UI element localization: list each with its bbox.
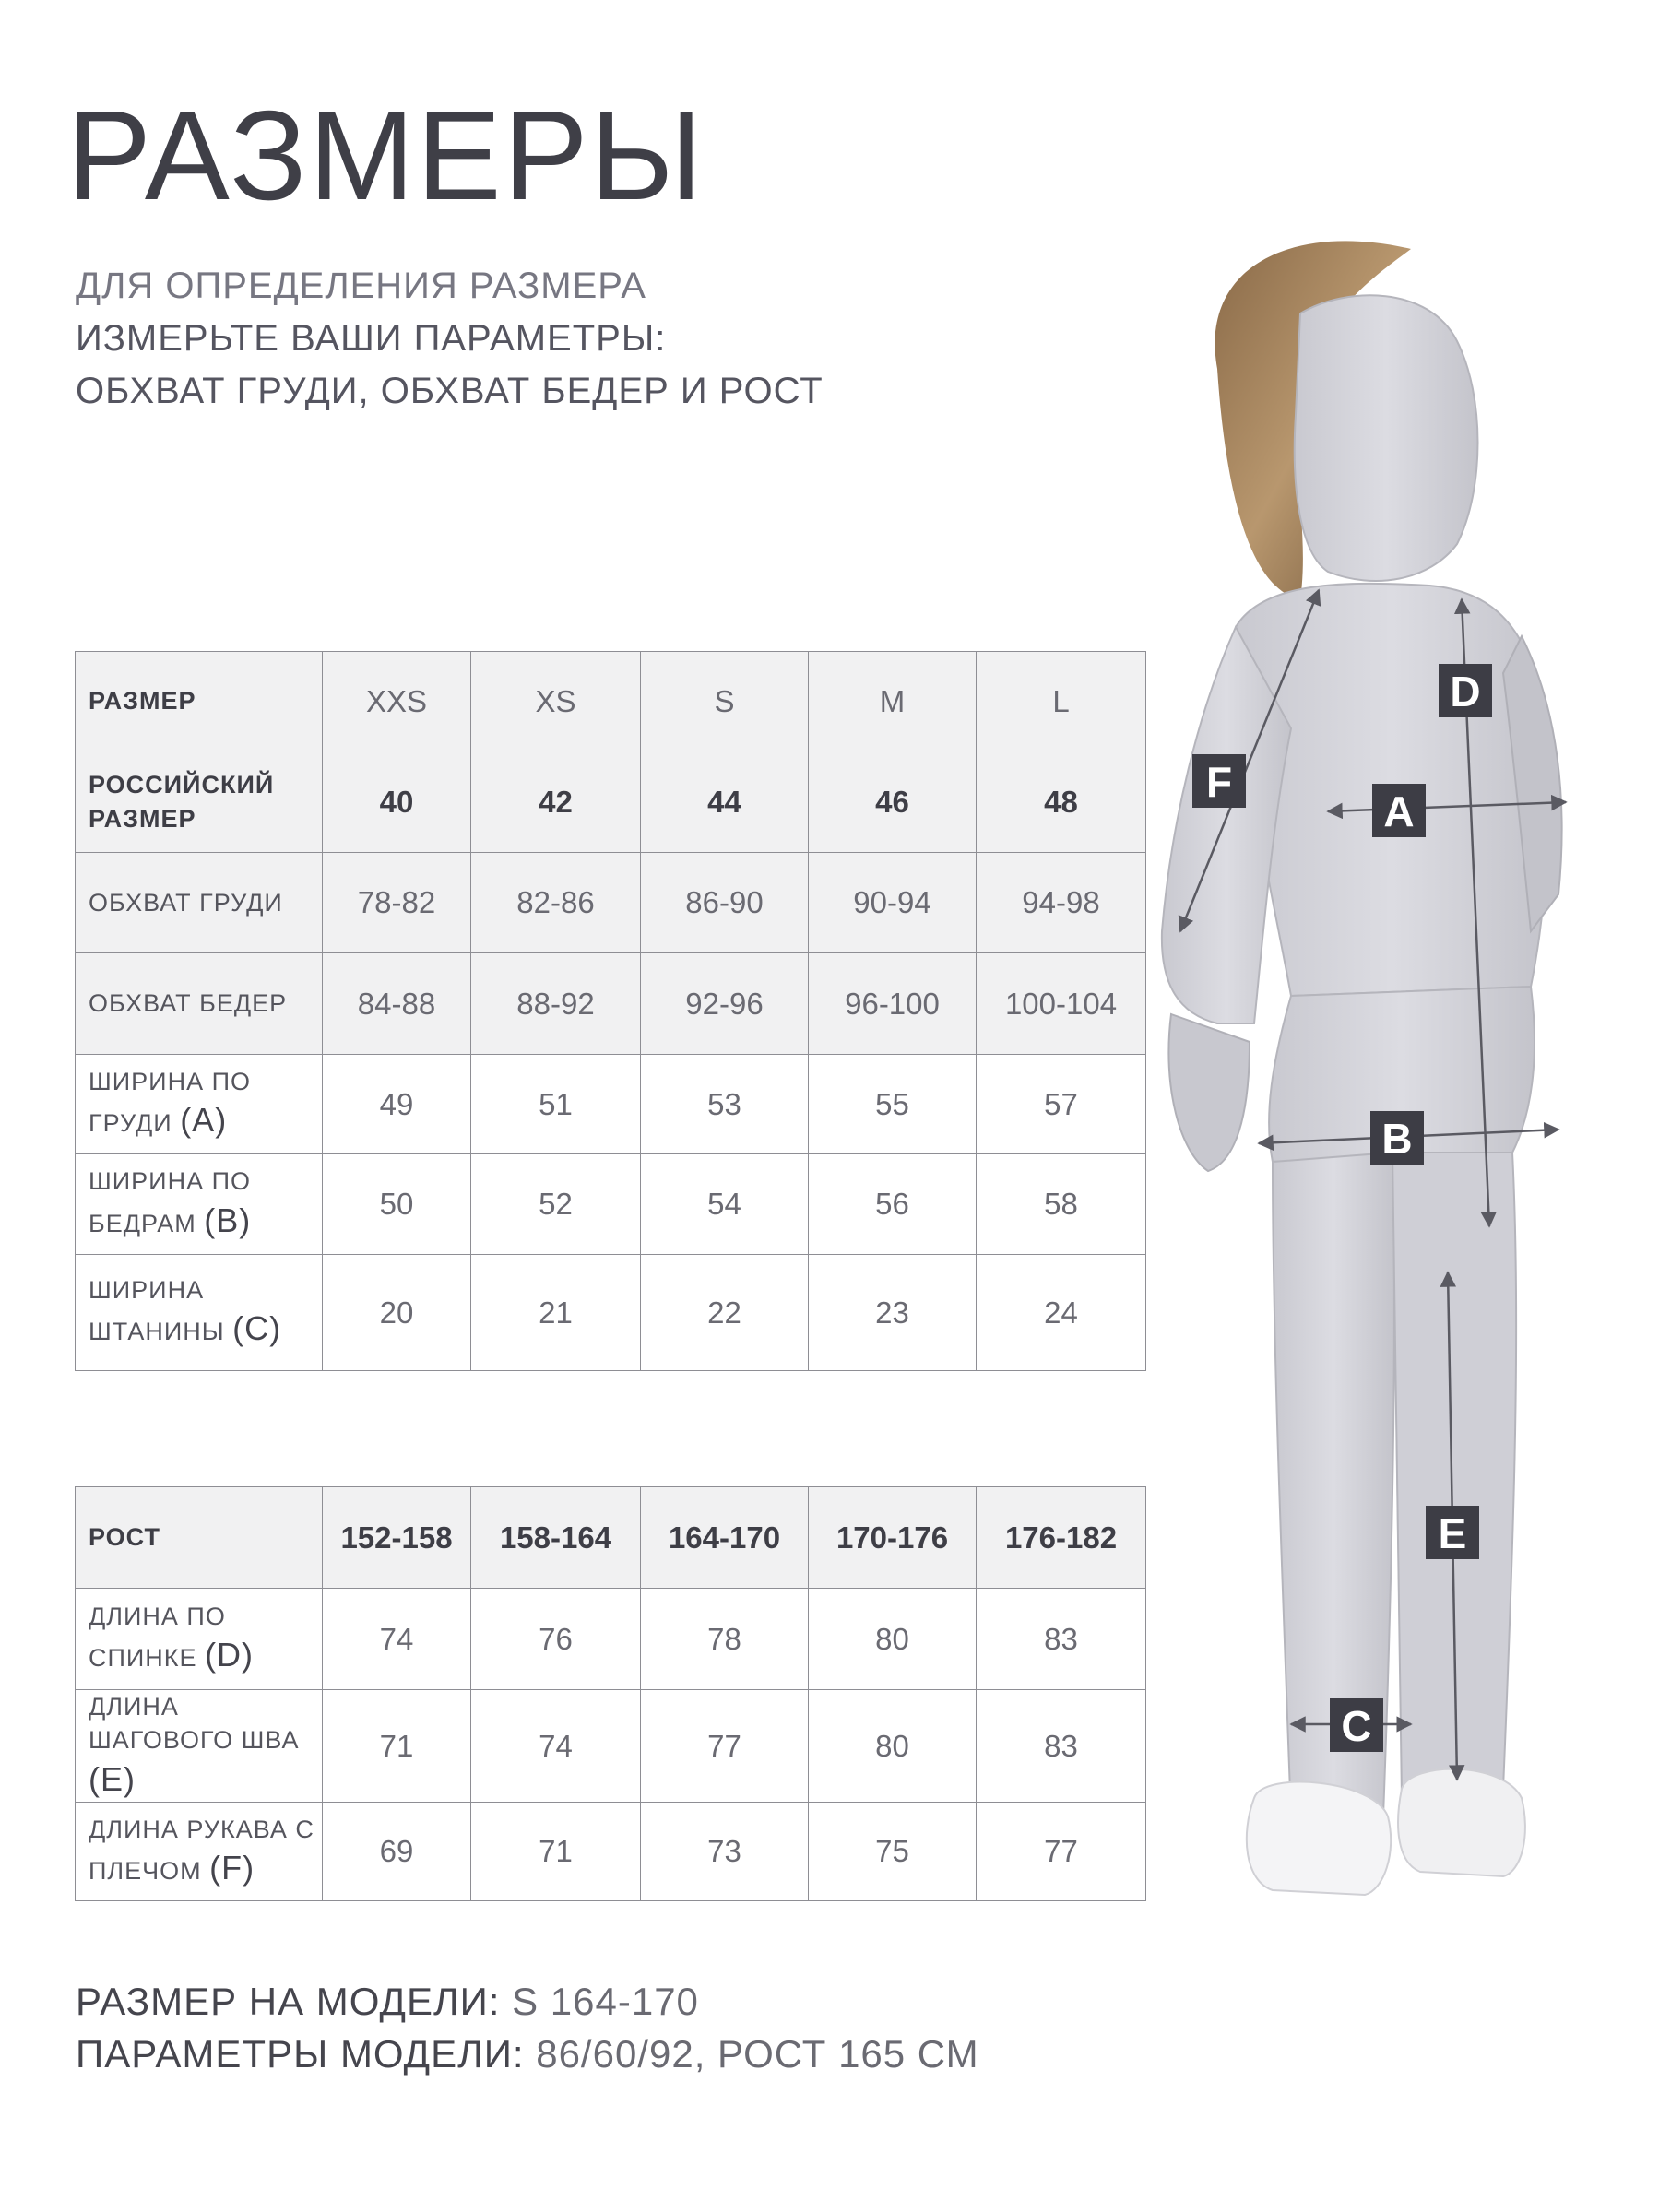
table-cell: 94-98 (977, 853, 1146, 953)
table-cell: 56 (809, 1154, 977, 1255)
row-label: РОССИЙСКИЙ РАЗМЕР (76, 751, 323, 853)
svg-text:F: F (1205, 758, 1233, 806)
model-info (76, 1975, 979, 2080)
table-cell: 76 (471, 1589, 641, 1690)
table-cell: 80 (809, 1690, 977, 1803)
row-label: ОБХВАТ БЕДЕР (76, 953, 323, 1055)
table-cell: 83 (977, 1589, 1146, 1690)
svg-text:C: C (1341, 1702, 1372, 1750)
height-header-row (76, 1487, 1146, 1589)
table-cell: 57 (977, 1055, 1146, 1154)
model-params: ПАРАМЕТРЫ МОДЕЛИ: 86/60/92, РОСТ 165 СМ (76, 2032, 979, 2076)
marker-a (1372, 784, 1426, 837)
table-cell: 21 (471, 1255, 641, 1371)
row-label: ШИРИНА ПО ГРУДИ (A) (76, 1055, 323, 1154)
right-boot (1398, 1769, 1525, 1876)
size-header-label: РАЗМЕР (76, 652, 323, 751)
table-cell: 46 (809, 751, 977, 853)
table-row (76, 853, 1146, 953)
marker-d (1439, 664, 1492, 717)
table-cell: 20 (323, 1255, 471, 1371)
table-row (76, 1589, 1146, 1690)
height-table (75, 1486, 1146, 1901)
height-col: 170-176 (809, 1487, 977, 1589)
model-size: РАЗМЕР НА МОДЕЛИ: S 164-170 (76, 1980, 699, 2023)
table-cell: 40 (323, 751, 471, 853)
table-cell: 74 (323, 1589, 471, 1690)
size-table (75, 651, 1146, 1371)
table-cell: 55 (809, 1055, 977, 1154)
table-cell: 82-86 (471, 853, 641, 953)
table-cell: 80 (809, 1589, 977, 1690)
table-cell: 86-90 (641, 853, 809, 953)
row-label: ШИРИНА ПО БЕДРАМ (B) (76, 1154, 323, 1255)
right-leg (1392, 1153, 1516, 1798)
table-row (76, 1055, 1146, 1154)
table-cell: 78-82 (323, 853, 471, 953)
intro-line-2: ИЗМЕРЬТЕ ВАШИ ПАРАМЕТРЫ: (76, 318, 667, 359)
table-cell: 52 (471, 1154, 641, 1255)
size-col: M (809, 652, 977, 751)
table-cell: 96-100 (809, 953, 977, 1055)
table-row (76, 1154, 1146, 1255)
table-cell: 71 (323, 1690, 471, 1803)
marker-b (1370, 1111, 1424, 1165)
table-cell: 77 (641, 1690, 809, 1803)
table-cell: 51 (471, 1055, 641, 1154)
table-row (76, 1803, 1146, 1901)
table-cell: 78 (641, 1589, 809, 1690)
marker-c (1330, 1698, 1383, 1752)
table-cell: 83 (977, 1690, 1146, 1803)
height-col: 152-158 (323, 1487, 471, 1589)
table-cell: 73 (641, 1803, 809, 1901)
size-col: L (977, 652, 1146, 751)
svg-text:B: B (1381, 1115, 1413, 1163)
table-cell: 84-88 (323, 953, 471, 1055)
row-label: ШИРИНА ШТАНИНЫ (C) (76, 1255, 323, 1371)
table-row (76, 1690, 1146, 1803)
marker-e (1426, 1506, 1479, 1559)
model-figure (1134, 231, 1614, 1964)
size-header-row (76, 652, 1146, 751)
intro-text (76, 260, 824, 418)
intro-line-3: ОБХВАТ ГРУДИ, ОБХВАТ БЕДЕР И РОСТ (76, 371, 824, 411)
table-cell: 75 (809, 1803, 977, 1901)
height-col: 158-164 (471, 1487, 641, 1589)
table-cell: 22 (641, 1255, 809, 1371)
table-row (76, 953, 1146, 1055)
intro-line-1: ДЛЯ ОПРЕДЕЛЕНИЯ РАЗМЕРА (76, 266, 646, 306)
size-col: XXS (323, 652, 471, 751)
svg-text:E: E (1438, 1509, 1467, 1557)
table-cell: 49 (323, 1055, 471, 1154)
table-cell: 92-96 (641, 953, 809, 1055)
table-cell: 50 (323, 1154, 471, 1255)
size-col: XS (471, 652, 641, 751)
hood (1295, 295, 1478, 581)
mitten (1168, 1014, 1250, 1171)
left-boot (1247, 1782, 1391, 1895)
row-label: ДЛИНА ШАГОВОГО ШВА (E) (76, 1690, 323, 1803)
height-col: 176-182 (977, 1487, 1146, 1589)
table-cell: 42 (471, 751, 641, 853)
row-label: ДЛИНА ПО СПИНКЕ (D) (76, 1589, 323, 1690)
table-cell: 54 (641, 1154, 809, 1255)
table-cell: 24 (977, 1255, 1146, 1371)
svg-text:D: D (1450, 668, 1481, 716)
page-title: РАЗМЕРЫ (66, 85, 705, 227)
row-label: ОБХВАТ ГРУДИ (76, 853, 323, 953)
table-cell: 71 (471, 1803, 641, 1901)
svg-text:A: A (1383, 787, 1415, 835)
table-cell: 100-104 (977, 953, 1146, 1055)
table-cell: 74 (471, 1690, 641, 1803)
table-cell: 90-94 (809, 853, 977, 953)
table-cell: 77 (977, 1803, 1146, 1901)
marker-f (1192, 754, 1246, 808)
table-cell: 88-92 (471, 953, 641, 1055)
table-cell: 23 (809, 1255, 977, 1371)
table-cell: 53 (641, 1055, 809, 1154)
height-header-label: РОСТ (76, 1487, 323, 1589)
table-cell: 58 (977, 1154, 1146, 1255)
table-cell: 44 (641, 751, 809, 853)
size-col: S (641, 652, 809, 751)
table-row (76, 751, 1146, 853)
height-col: 164-170 (641, 1487, 809, 1589)
table-row (76, 1255, 1146, 1371)
table-cell: 69 (323, 1803, 471, 1901)
row-label: ДЛИНА РУКАВА С ПЛЕЧОМ (F) (76, 1803, 323, 1901)
table-cell: 48 (977, 751, 1146, 853)
